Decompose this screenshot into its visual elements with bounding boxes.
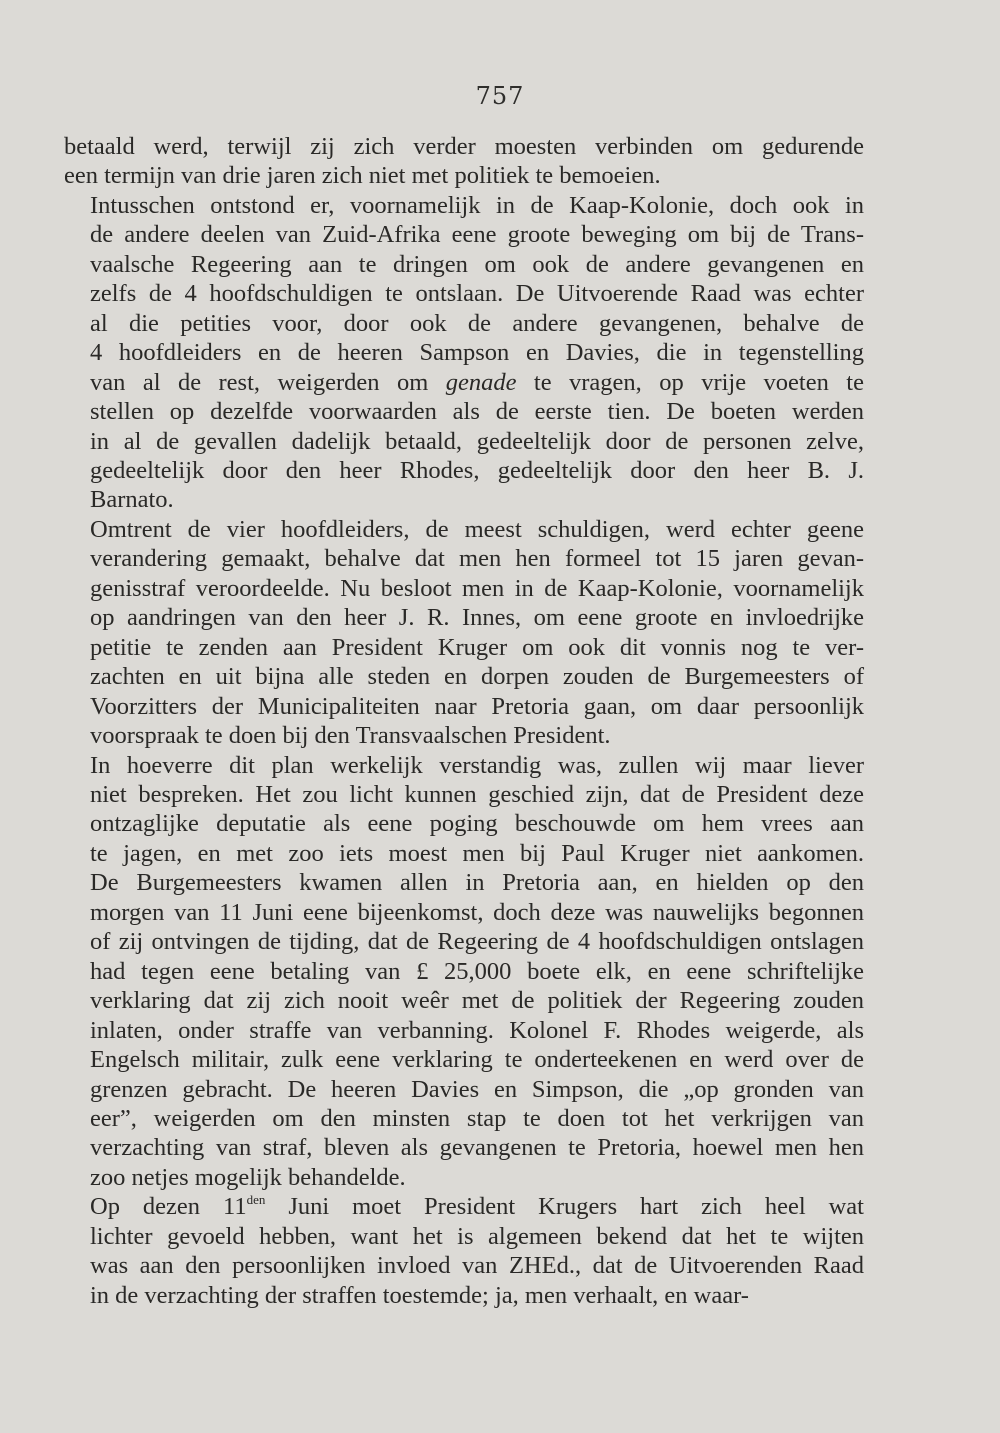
paragraph [64,515,864,751]
page-number: 757 [475,82,525,110]
text-line: verzachting van straf, bleven als gevangenen te Pretoria, hoewel men hen [90,1134,864,1162]
text-line: in al de gevallen dadelijk betaald, gedeeltelijk door de personen zelve, [90,427,864,455]
text-line: te jagen, en met zoo iets moest men bij Paul Kruger niet aankomen. [90,839,864,867]
text-line: in de verzachting der straffen toestemde; ja, men verhaalt, en waar- [90,1281,749,1309]
text-line: 4 hoofdleiders en de heeren Sampson en Davies, die in tegenstelling [90,339,864,367]
text-line: betaald werd, terwijl zij zich verder moesten verbinden om gedurende [64,133,864,160]
text-line: verklaring dat zij zich nooit weêr met de politiek der Regeering zouden [90,987,864,1015]
text-line: In hoeverre dit plan werkelijk verstandig was, zullen wij maar liever [90,751,864,779]
text-line: grenzen gebracht. De heeren Davies en Simpson, die „op gronden van [90,1075,864,1103]
paragraph [64,751,864,1193]
text-line: lichter gevoeld hebben, want het is algemeen bekend dat het te wijten [90,1222,864,1250]
text-line: had tegen eene betaling van £ 25,000 boete elk, en eene schriftelijke [90,957,864,985]
text-line: Voorzitters der Municipaliteiten naar Pretoria gaan, om daar persoonlijk [90,692,864,720]
text-line: genisstraf veroordeelde. Nu besloot men in de Kaap-Kolonie, voornamelijk [90,574,864,602]
text-line: Engelsch militair, zulk eene verklaring te onderteekenen en werd over de [90,1046,864,1074]
text-line: eer”, weigerden om den minsten stap te doen tot het verkrijgen van [90,1104,864,1132]
text-line: zelfs de 4 hoofdschuldigen te ontslaan. De Uitvoerende Raad was echter [90,280,864,308]
text-line: van al de rest, weigerden om genade te vragen, op vrije voeten te [90,368,864,396]
text-line: voorspraak te doen bij den Transvaalschen President. [90,722,611,750]
text-line: een termijn van drie jaren zich niet met politiek te bemoeien. [64,162,661,190]
text-line: of zij ontvingen de tijding, dat de Regeering de 4 hoofdschuldigen ontslagen [90,928,864,956]
text-line: gedeeltelijk door den heer Rhodes, gedeeltelijk door den heer B. J. [90,456,864,484]
text-line: de andere deelen van Zuid-Afrika eene groote beweging om bij de Trans- [90,221,864,249]
text-line: stellen op dezelfde voorwaarden als de eerste tien. De boeten werden [90,398,864,426]
text-line: niet bespreken. Het zou licht kunnen geschied zijn, dat de President deze [90,780,864,808]
text-line: zoo netjes mogelijk behandelde. [90,1163,406,1191]
text-line: op aandringen van den heer J. R. Innes, om eene groote en invloedrijke [90,604,864,632]
paragraph [64,132,864,191]
text-line: vaalsche Regeering aan te dringen om ook de andere gevangenen en [90,250,864,278]
text-line: was aan den persoonlijken invloed van ZHEd., dat de Uitvoerenden Raad [90,1252,864,1280]
text-line: inlaten, onder straffe van verbanning. Kolonel F. Rhodes weigerde, als [90,1016,864,1044]
text-line: De Burgemeesters kwamen allen in Pretoria aan, en hielden op den [90,869,864,897]
text-line: zachten en uit bijna alle steden en dorpen zouden de Burgemeesters of [90,663,864,691]
text-line: al die petities voor, door ook de andere gevangenen, behalve de [90,309,864,337]
paragraph [64,191,864,515]
text-line: verandering gemaakt, behalve dat men hen formeel tot 15 jaren gevan- [90,545,864,573]
text-line: Barnato. [90,486,174,514]
paragraph [64,1192,864,1310]
text-line: Op dezen $11^{den}$ Juni moet President Krugers hart zich heel wat [90,1192,864,1221]
text-line: petitie te zenden aan President Kruger om ook dit vonnis nog te ver- [90,633,864,661]
body-text [64,132,864,1310]
text-line: Intusschen ontstond er, voornamelijk in de Kaap-Kolonie, doch ook in [90,191,864,219]
text-line: morgen van 11 Juni eene bijeenkomst, doch deze was nauwelijks begonnen [90,898,864,926]
text-line: Omtrent de vier hoofdleiders, de meest schuldigen, werd echter geene [90,515,864,543]
text-line: ontzaglijke deputatie als eene poging beschouwde om hem vrees aan [90,810,864,838]
